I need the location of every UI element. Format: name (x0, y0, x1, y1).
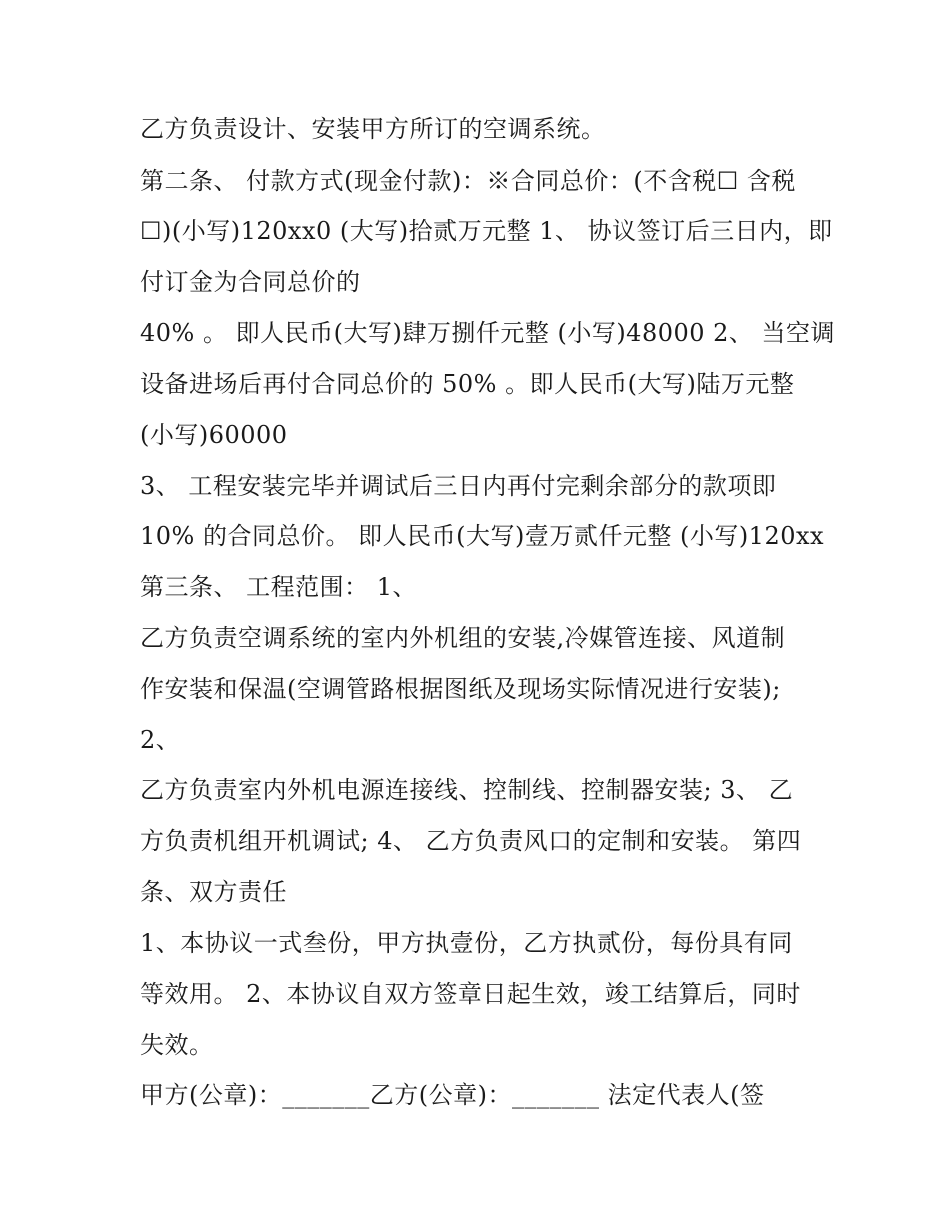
text-line: 乙方负责设计、安装甲方所订的空调系统。 (140, 115, 606, 143)
text-line: ☐)(小写)120xx0 (大写)拾贰万元整 1、 协议签订后三日内，即 (140, 217, 833, 245)
text-line: 1、本协议一式叁份，甲方执壹份，乙方执贰份，每份具有同 (140, 929, 793, 957)
text-line: 第三条、 工程范围： 1、 (140, 573, 418, 601)
text-line: 第二条、 付款方式(现金付款)：※合同总价：(不含税☐ 含税 (140, 167, 796, 195)
text-line: 2、 (140, 726, 181, 754)
text-line: 3、 工程安装完毕并调试后三日内再付完剩余部分的款项即 (140, 472, 777, 500)
text-line: 作安装和保温(空调管路根据图纸及现场实际情况进行安装); (140, 675, 781, 703)
text-line: 条、双方责任 (140, 878, 287, 906)
text-line: 方负责机组开机调试; 4、 乙方负责风口的定制和安装。 第四 (140, 827, 802, 855)
text-line: 等效用。 2、本协议自双方签章日起生效，竣工结算后，同时 (140, 980, 801, 1008)
text-line: 乙方负责室内外机电源连接线、控制线、控制器安装; 3、 乙 (140, 776, 794, 804)
text-line: (小写)60000 (140, 421, 288, 449)
text-line: 10% 的合同总价。 即人民币(大写)壹万贰仟元整 (小写)120xx (140, 522, 825, 550)
text-line: 乙方负责空调系统的室内外机组的安装,冷媒管连接、风道制 (140, 624, 786, 652)
text-line: 甲方(公章)：_______乙方(公章)：_______ 法定代表人(签 (140, 1081, 765, 1109)
text-line: 付订金为合同总价的 (140, 268, 361, 296)
text-line: 40% 。 即人民币(大写)肆万捌仟元整 (小写)48000 2、 当空调 (140, 319, 836, 347)
text-line: 失效。 (140, 1031, 214, 1059)
text-line: 设备进场后再付合同总价的 50% 。即人民币(大写)陆万元整 (140, 370, 795, 398)
